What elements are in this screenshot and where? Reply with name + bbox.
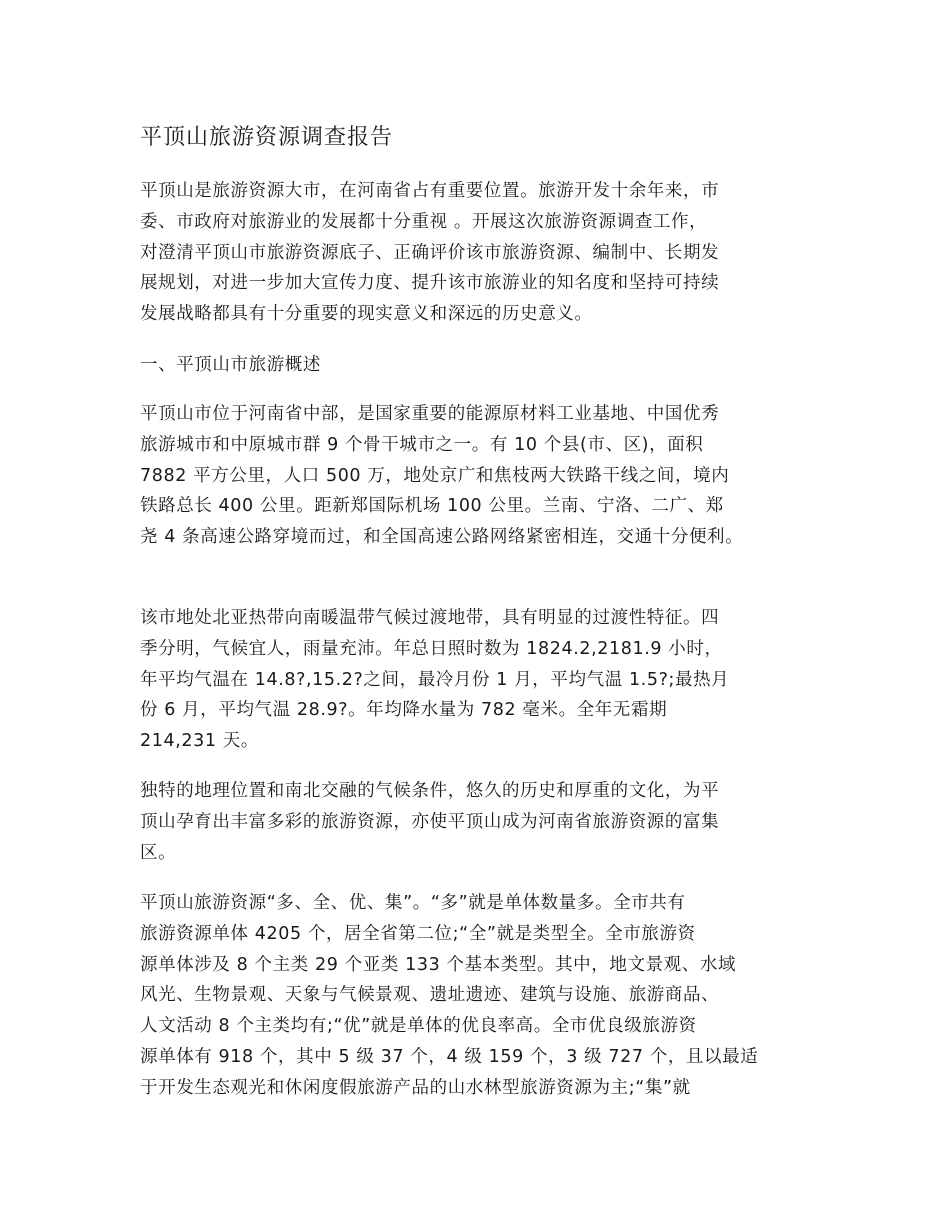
text-line: 委、市政府对旅游业的发展都十分重视 。开展这次旅游资源调查工作， (140, 211, 708, 232)
text-line: 7882 平方公里，人口 500 万，地处京广和焦枝两大铁路干线之间，境内 (140, 465, 730, 486)
text-line: 铁路总长 400 公里。距新郑国际机场 100 公里。兰南、宁洛、二广、郑 (140, 496, 724, 517)
text-line: 于开发生态观光和休闲度假旅游产品的山水林型旅游资源为主;“集”就 (140, 1077, 691, 1098)
text-line: 展规划，对进一步加大宣传力度、提升该市旅游业的知名度和坚持可持续 (140, 273, 720, 294)
document-title: 平顶山旅游资源调查报告 (140, 125, 394, 150)
text-line: 风光、生物景观、天象与气候景观、遗址遗迹、建筑与设施、旅游商品、 (140, 985, 720, 1006)
paragraph-location (140, 399, 743, 553)
text-line: 源单体有 918 个，其中 5 级 37 个，4 级 159 个，3 级 727 个，且以最适 (140, 1046, 759, 1067)
text-line: 214,231 天。 (140, 731, 259, 752)
text-line: 发展战略都具有十分重要的现实意义和深远的历史意义。 (140, 304, 593, 325)
text-line: 人文活动 8 个主类均有;“优”就是单体的优良率高。全市优良级旅游资 (140, 1016, 697, 1037)
paragraph-resources (140, 888, 758, 1104)
text-line: 旅游资源单体 4205 个，居全省第二位;“全”就是类型全。全市旅游资 (140, 923, 696, 944)
text-line: 独特的地理位置和南北交融的气候条件，悠久的历史和厚重的文化，为平 (140, 781, 720, 801)
text-line: 年平均气温在 14.8?,15.2?之间，最冷月份 1 月，平均气温 1.5?;最热月 (140, 669, 730, 690)
text-line: 顶山孕育出丰富多彩的旅游资源，亦使平顶山成为河南省旅游资源的富集 (140, 811, 720, 832)
text-line: 旅游城市和中原城市群 9 个骨干城市之一。有 10 个县(市、区)，面积 (140, 434, 704, 455)
text-line: 平顶山旅游资源“多、全、优、集”。“多”就是单体数量多。全市共有 (140, 893, 686, 913)
text-line: 区。 (140, 842, 177, 863)
paragraph-intro (140, 176, 719, 330)
text-line: 份 6 月，平均气温 28.9?。年均降水量为 782 毫米。全年无霜期 (140, 700, 668, 721)
section-heading-text: 一、平顶山市旅游概述 (140, 355, 321, 375)
text-line: 源单体涉及 8 个主类 29 个亚类 133 个基本类型。其中，地文景观、水域 (140, 954, 737, 975)
text-line: 对澄清平顶山市旅游资源底子、正确评价该市旅游资源、编制中、长期发 (140, 242, 720, 263)
text-line: 季分明，气候宜人，雨量充沛。年总日照时数为 1824.2,2181.9 小时， (140, 638, 723, 659)
text-line: 该市地处北亚热带向南暖温带气候过渡地带，具有明显的过渡性特征。四 (140, 608, 720, 628)
text-line: 平顶山市位于河南省中部，是国家重要的能源原材料工业基地、中国优秀 (140, 404, 720, 424)
paragraph-culture (140, 776, 719, 868)
text-line: 尧 4 条高速公路穿境而过，和全国高速公路网络紧密相连，交通十分便利。 (140, 527, 744, 548)
paragraph-climate (140, 603, 729, 757)
text-line: 平顶山是旅游资源大市，在河南省占有重要位置。旅游开发十余年来，市 (140, 181, 720, 201)
section-heading (140, 350, 321, 381)
